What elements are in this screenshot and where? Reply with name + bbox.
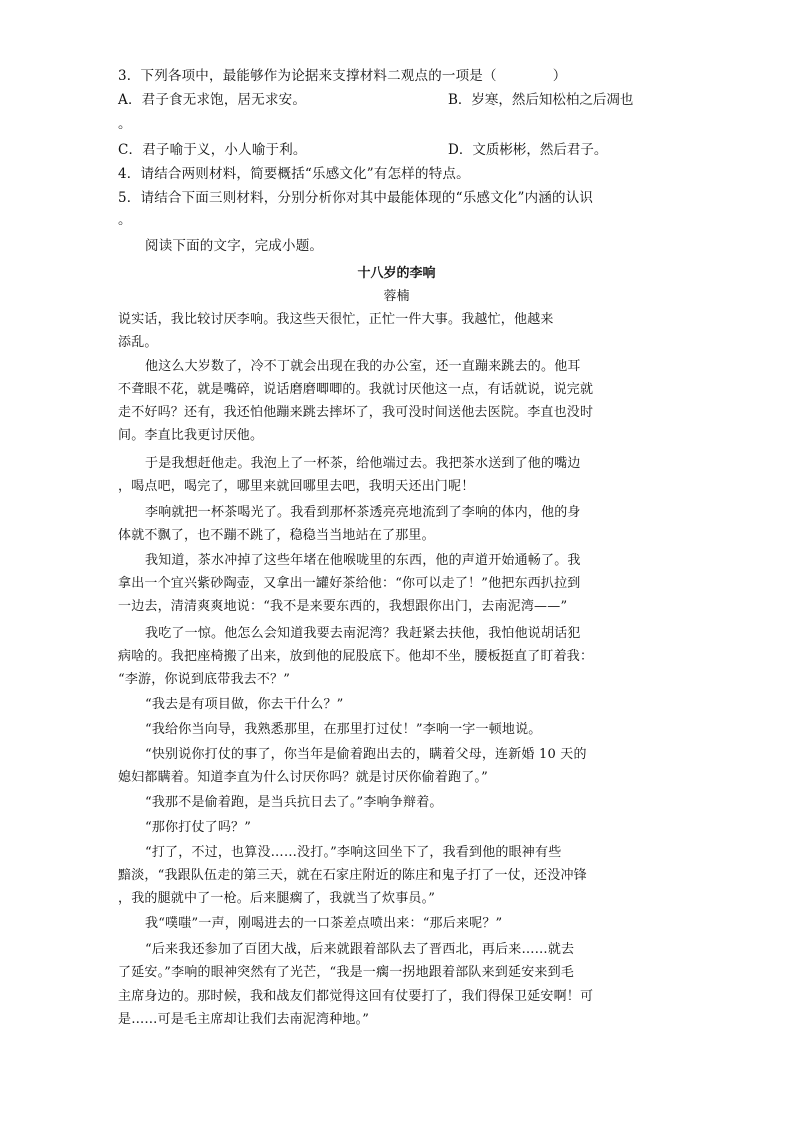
article-line: 我知道，茶水冲掉了这些年堵在他喉咙里的东西，他的声道开始通畅了。我	[145, 553, 581, 568]
question-3-option-a: A．君子食无求饱，居无求安。	[118, 92, 307, 108]
article-line: 了延安。”李响的眼神突然有了光芒，“我是一瘸一拐地跟着部队来到延安来到毛	[118, 965, 574, 980]
question-3-stem-text: 3．下列各项中，最能够作为论据来支撑材料二观点的一项是（	[118, 68, 497, 84]
article-line: 媳妇都瞒着。知道李直为什么讨厌你吗？就是讨厌你偷着跑了。”	[118, 770, 488, 785]
article-line: 拿出一个宜兴紫砂陶壶，又拿出一罐好茶给他：“你可以走了！”他把东西扒拉到	[118, 576, 581, 591]
article-line: “我那不是偷着跑，是当兵抗日去了。”李响争辩着。	[145, 795, 443, 810]
article-line: “那你打仗了吗？”	[145, 820, 252, 835]
article-line: “我给你当向导，我熟悉那里，在那里打过仗！”李响一字一顿地说。	[145, 722, 542, 737]
article-line: 主席身边的。那时候，我和战友们都觉得这回有仗要打了，我们得保卫延安啊！可	[118, 989, 594, 1004]
article-line: 一边去，清清爽爽地说：“我不是来要东西的，我想跟你出门，去南泥湾——”	[118, 599, 568, 614]
question-5: 5．请结合下面三则材料，分别分析你对其中最能体现的“乐感文化”内涵的认识	[118, 190, 594, 206]
article-line: 病啥的。我把座椅搬了出来，放到他的屁股底下。他却不坐，腰板挺直了盯着我：	[118, 649, 594, 664]
article-line: 于是我想赶他走。我泡上了一杯茶，给他端过去。我把茶水送到了他的嘴边	[145, 456, 581, 471]
article-line: 说实话，我比较讨厌李响。我这些天很忙，正忙一件大事。我越忙，他越来	[118, 312, 554, 327]
article-author: 蓉楠	[383, 289, 410, 304]
article-line: 添乱。	[118, 335, 158, 350]
article-line: 李响就把一杯茶喝光了。我看到那杯茶透亮亮地流到了李响的体内，他的身	[145, 505, 581, 520]
article-line: ，我的腿就中了一枪。后来腿瘸了，我就当了炊事员。”	[118, 891, 436, 906]
article-line: “后来我还参加了百团大战，后来就跟着部队去了晋西北，再后来……就去	[145, 942, 575, 957]
article-line: “李游，你说到底带我去不？”	[118, 672, 291, 687]
article-line: 体就不飘了，也不蹦不跳了，稳稳当当地站在了那里。	[118, 528, 435, 543]
question-3-option-c: C．君子喻于义，小人喻于利。	[118, 142, 307, 158]
question-3-option-d: D．文质彬彬，然后君子。	[448, 142, 608, 158]
article-line: 是……可是毛主席却让我们去南泥湾种地。”	[118, 1012, 370, 1027]
article-line: “我去是有项目做，你去干什么？”	[145, 697, 344, 712]
article-line: 走不好吗？还有，我还怕他蹦来跳去摔坏了，我可没时间送他去医院。李直也没时	[118, 405, 594, 420]
article-line: “打了，不过，也算没……没打。”李响这回坐下了，我看到他的眼神有些	[145, 845, 562, 860]
question-3-stem-close: ）	[552, 68, 567, 84]
article-line: 我吃了一惊。他怎么会知道我要去南泥湾？我赶紧去扶他，我怕他说胡话犯	[145, 626, 581, 641]
article-line: 我“噗嗤”一声，刚喝进去的一口茶差点喷出来：“那后来呢？”	[145, 916, 503, 931]
article-line: 不聋眼不花，就是嘴碎，说话磨磨唧唧的。我就讨厌他这一点，有话就说，说完就	[118, 382, 594, 397]
question-3-stem	[118, 66, 678, 86]
question-5-tail: 。	[118, 212, 132, 228]
question-3-option-b: B．岁寒，然后知松柏之后凋也	[448, 92, 634, 108]
article-line: 他这么大岁数了，冷不丁就会出现在我的办公室，还一直蹦来跳去的。他耳	[145, 359, 581, 374]
article-line: 间。李直比我更讨厌他。	[118, 428, 264, 443]
question-3-option-b-tail: 。	[118, 116, 132, 132]
article-line: 黯淡，“我跟队伍走的第三天，就在石家庄附近的陈庄和鬼子打了一仗，还没冲锋	[118, 868, 587, 883]
question-4: 4．请结合两则材料，简要概括“乐感文化”有怎样的特点。	[118, 166, 470, 182]
article-title: 十八岁的李响	[357, 266, 436, 281]
article-line: ，喝点吧，喝完了，哪里来就回哪里去吧，我明天还出门呢！	[118, 479, 475, 494]
reading-instruction: 阅读下面的文字，完成小题。	[145, 238, 324, 254]
article-line: “快别说你打仗的事了，你当年是偷着跑出去的，瞒着父母，连新婚 10 天的	[145, 747, 587, 762]
